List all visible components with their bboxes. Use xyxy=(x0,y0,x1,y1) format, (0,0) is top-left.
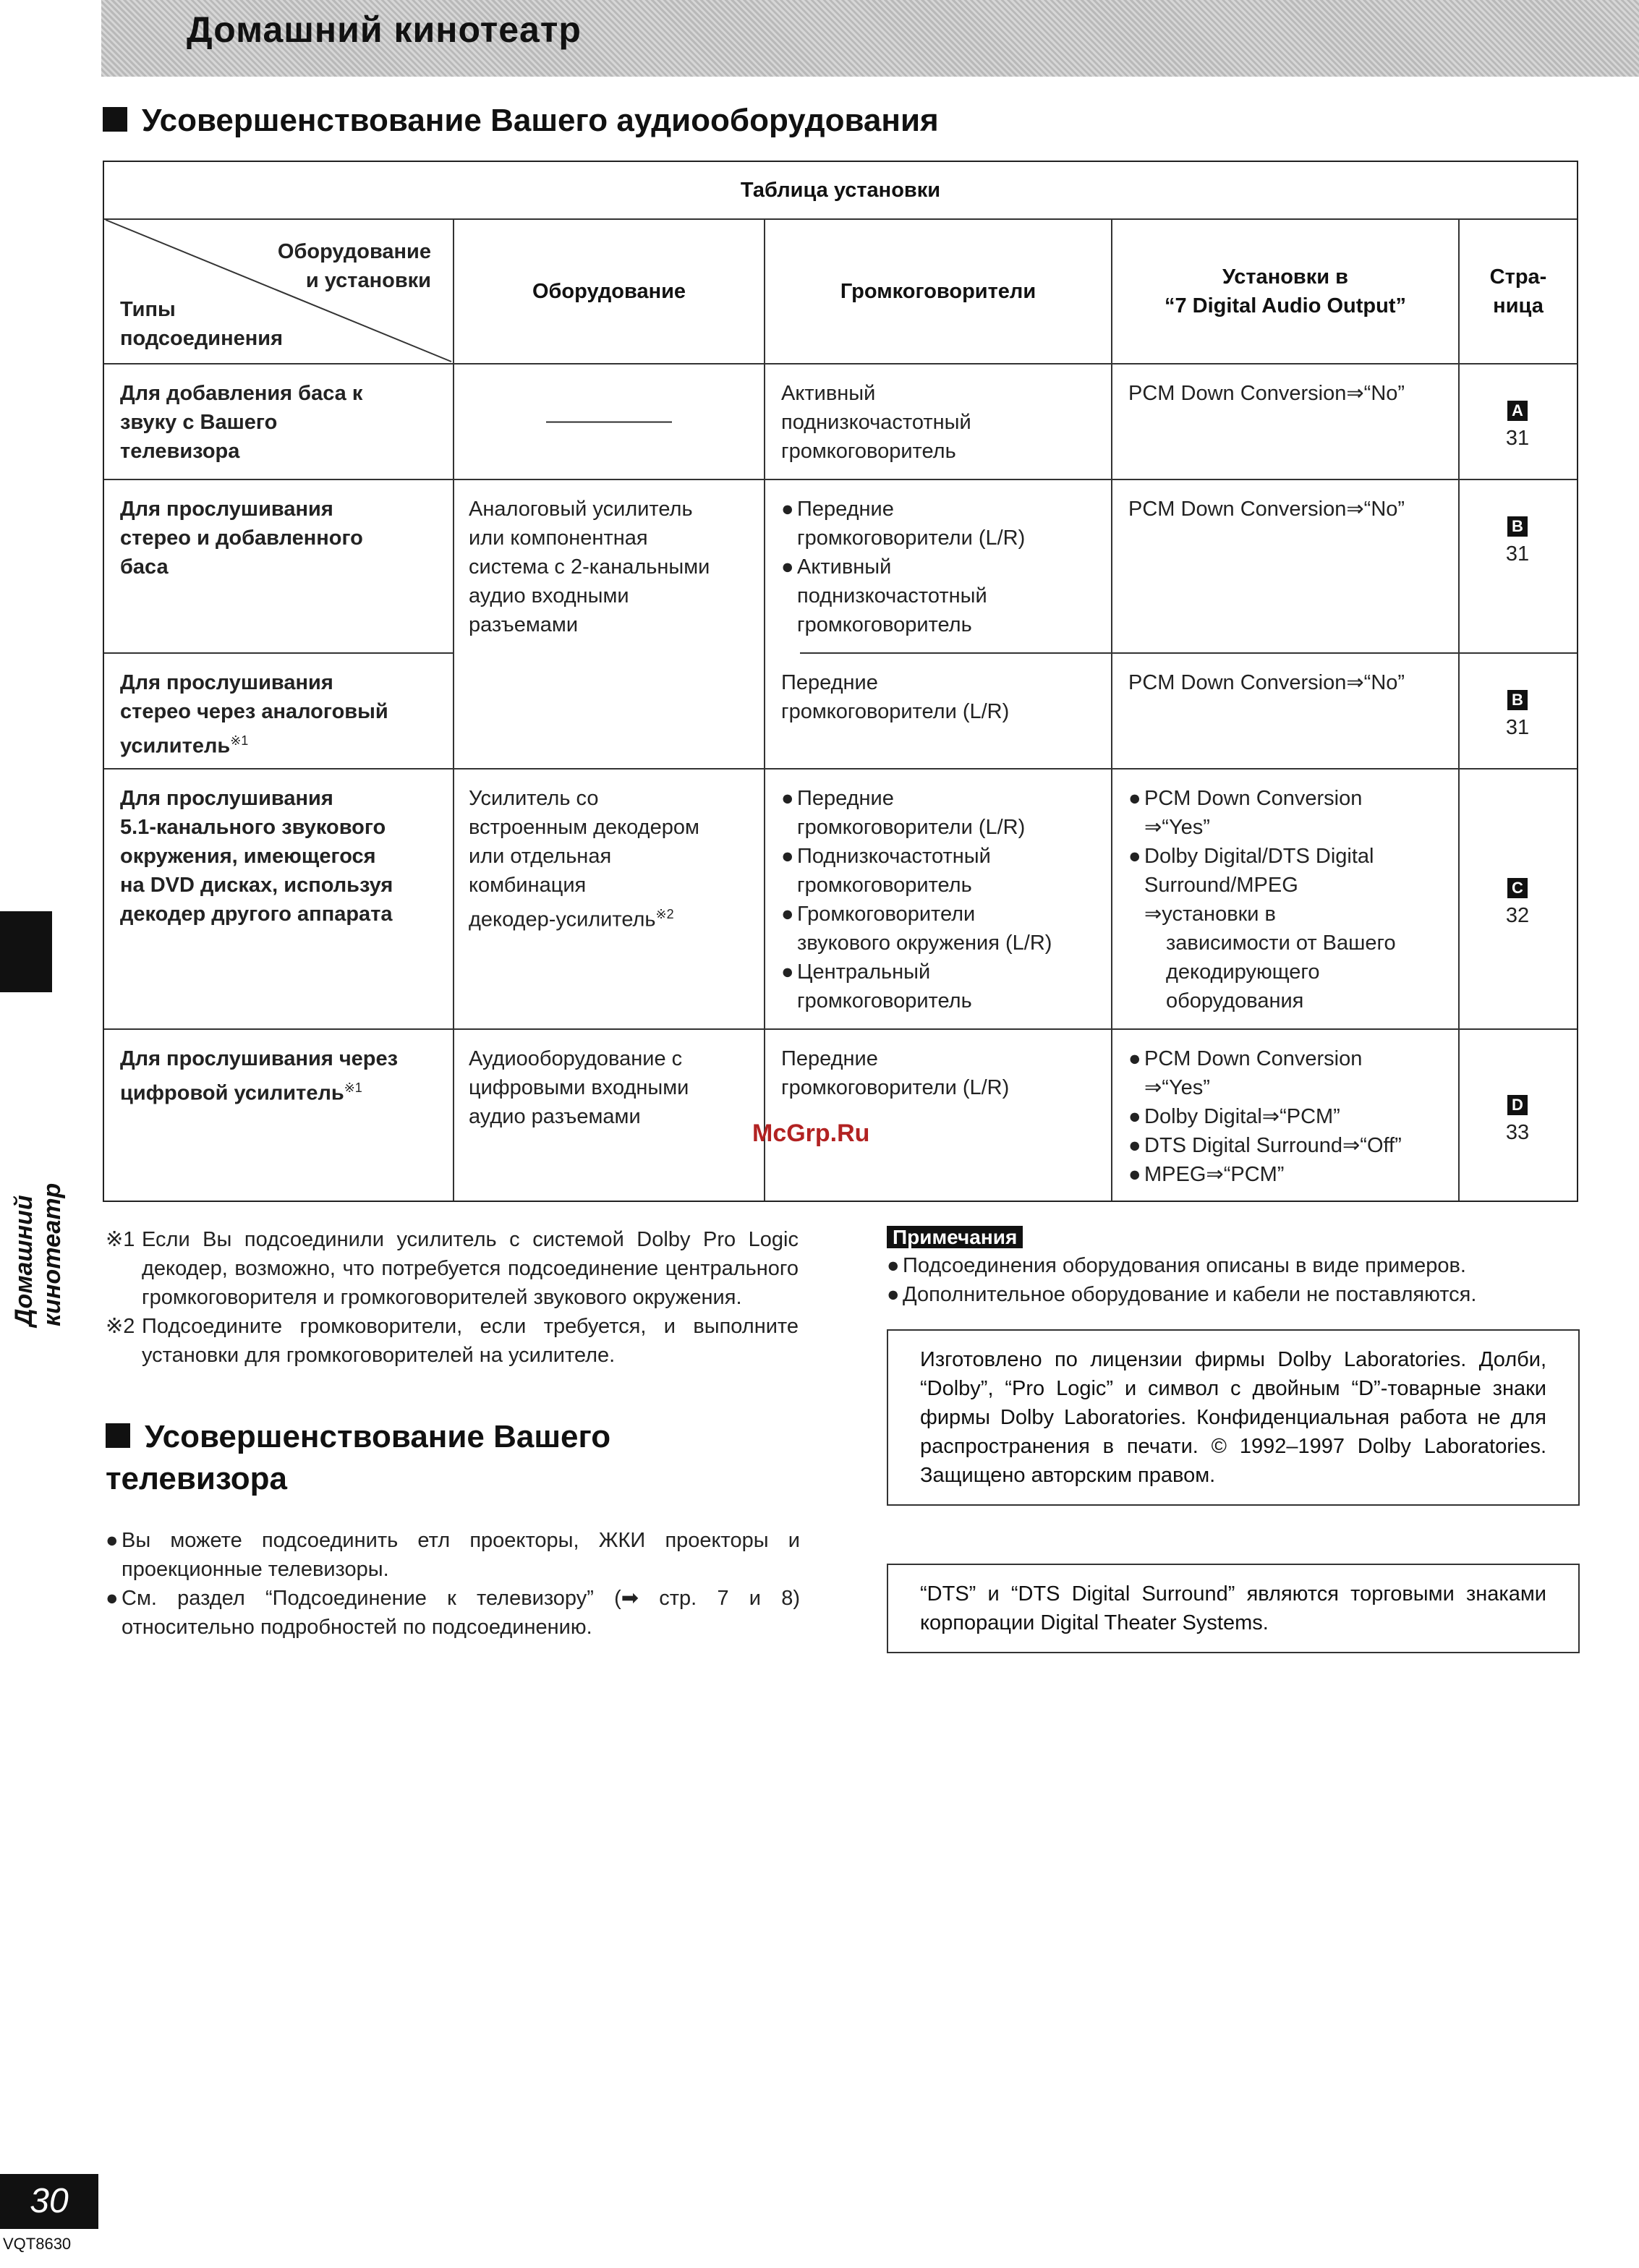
row-3-settings: PCM Down Conversion⇒“No” xyxy=(1128,671,1405,694)
row-1-settings: PCM Down Conversion⇒“No” xyxy=(1128,382,1405,405)
section-1-heading xyxy=(103,103,939,139)
row-2-type: Для прослушивания стерео и добавленного баса xyxy=(120,498,363,579)
table-rule xyxy=(104,1028,1577,1030)
watermark: McGrp.Ru xyxy=(752,1120,870,1147)
square-bullet-icon xyxy=(106,1423,130,1448)
row-4-page: C 32 xyxy=(1505,879,1530,927)
list-item: ● Дополнительное оборудование и кабели не поставляются. xyxy=(887,1283,1477,1306)
row-2-speakers: ● Передние громкоговорители (L/R) ● Активный поднизкочастотный громкоговоритель xyxy=(781,498,1026,636)
document-code: VQT8630 xyxy=(3,2235,72,2253)
row-5-type: Для прослушивания через цифровой усилитель$^{※1}$ xyxy=(120,1047,399,1105)
page-badge: B xyxy=(1507,690,1528,710)
setup-table xyxy=(103,161,1578,1202)
row-3-page: B 31 xyxy=(1505,691,1530,739)
row-5-equipment: Аудиооборудование с цифровыми входными аудио разъемами xyxy=(469,1047,689,1128)
page-badge: A xyxy=(1507,401,1528,421)
table-rule xyxy=(800,652,1577,654)
side-label: Домашний кинотеатр xyxy=(10,1182,66,1326)
row-5-settings: ● PCM Down Conversion ⇒“Yes” ● Dolby Digital⇒“PCM” ● DTS Digital Surround⇒“Off” ● MPEG⇒“PCM” xyxy=(1128,1047,1402,1186)
footnotes xyxy=(106,1225,799,1370)
corner-top-label: Оборудование и установки xyxy=(277,240,431,292)
side-tab xyxy=(0,911,52,992)
notes-heading: Примечания xyxy=(887,1224,1023,1251)
row-4-settings: ● PCM Down Conversion ⇒“Yes” ● Dolby Digital/DTS Digital Surround/MPEG ⇒установки в зависимости от Вашего декодирующего оборудования xyxy=(1128,787,1396,1012)
dts-trademark-box: “DTS” и “DTS Digital Surround” являются торговыми знаками корпорации Digital Theater Systems. xyxy=(887,1564,1580,1653)
row-1-type: Для добавления баса к звуку с Вашего телевизора xyxy=(120,382,363,463)
corner-bottom-label: Типы подсоединения xyxy=(120,298,283,350)
col-header-page: Стра- ница xyxy=(1489,265,1547,317)
section-1-title: Усовершенствование Вашего аудиооборудования xyxy=(142,103,939,138)
table-rule xyxy=(104,363,1577,364)
row-1-equipment: —————— xyxy=(546,409,672,432)
section-2-heading xyxy=(106,1416,800,1500)
square-bullet-icon xyxy=(103,107,127,132)
table-rule xyxy=(104,768,1577,770)
table-rule xyxy=(1111,218,1112,1201)
row-1-page: A 31 xyxy=(1505,401,1530,450)
col-header-speakers: Громкоговорители xyxy=(840,280,1036,303)
footnote-1: ※1 Если Вы подсоединили усилитель с системой Dolby Pro Logic декодер, возможно, что потребуется подсоединение центрального громкоговорителя и громкоговорителей звукового окружения. xyxy=(106,1228,799,1309)
table-rule xyxy=(104,479,1577,480)
list-item: ● Вы можете подсоединить етл проекторы, ЖКИ проекторы и проекционные телевизоры. xyxy=(106,1529,800,1581)
row-2-page: B 31 xyxy=(1505,517,1530,566)
row-1-speakers: Активный поднизкочастотный громкоговоритель xyxy=(781,382,971,463)
list-item: ● Подсоединения оборудования описаны в виде примеров. xyxy=(887,1254,1466,1277)
row-2-settings: PCM Down Conversion⇒“No” xyxy=(1128,498,1405,521)
row-4-type: Для прослушивания 5.1-канального звукового окружения, имеющегося на DVD дисках, используя декодер другого аппарата xyxy=(120,787,393,926)
row-5-page: D 33 xyxy=(1505,1096,1530,1144)
table-rule xyxy=(453,218,454,1201)
page-badge: C xyxy=(1507,878,1528,898)
table-rule xyxy=(104,652,453,654)
page-header-title: Домашний кинотеатр xyxy=(187,9,582,50)
row-2-3-equipment: Аналоговый усилитель или компонентная система с 2-канальными аудио входными разъемами xyxy=(469,498,710,636)
page-number: 30 xyxy=(0,2174,98,2229)
table-caption: Таблица установки xyxy=(740,179,941,202)
section-2-title: Усовершенствование Вашего телевизора xyxy=(106,1419,611,1496)
list-item: ● См. раздел “Подсоединение к телевизору” (➡ стр. 7 и 8) относительно подробностей по подсоединению. xyxy=(106,1587,800,1639)
row-4-equipment: Усилитель со встроенным декодером или отдельная комбинация декодер-усилитель$^{※2}$ xyxy=(469,787,699,932)
section-2-bullets xyxy=(106,1526,800,1642)
col-header-settings: Установки в “7 Digital Audio Output” xyxy=(1165,265,1406,317)
notes-list xyxy=(887,1251,1581,1309)
row-5-speakers: Передние громкоговорители (L/R) xyxy=(781,1047,1010,1099)
dolby-license-box: Изготовлено по лицензии фирмы Dolby Laboratories. Долби, “Dolby”, “Pro Logic” и символ с двойным “D”-товарные знаки фирмы Dolby Laboratories. Конфиденциальная работа не для распространения в печати. © 1992–1997 Dolby Laboratories. Защищено авторским правом. xyxy=(887,1329,1580,1506)
page-badge: B xyxy=(1507,516,1528,537)
row-3-type: Для прослушивания стерео через аналоговый усилитель$^{※1}$ xyxy=(120,671,388,758)
table-rule xyxy=(764,218,765,1201)
col-header-equipment: Оборудование xyxy=(532,280,686,303)
footnote-2: ※2 Подсоедините громковорители, если требуется, и выполните установки для громкоговорителей на усилителе. xyxy=(106,1315,799,1367)
row-4-speakers: ● Передние громкоговорители (L/R) ● Поднизкочастотный громкоговоритель ● Громкоговорители звукового окружения (L/R) ● Центральный громкоговоритель xyxy=(781,787,1052,1012)
row-3-speakers: Передние громкоговорители (L/R) xyxy=(781,671,1010,723)
page-badge: D xyxy=(1507,1095,1528,1115)
